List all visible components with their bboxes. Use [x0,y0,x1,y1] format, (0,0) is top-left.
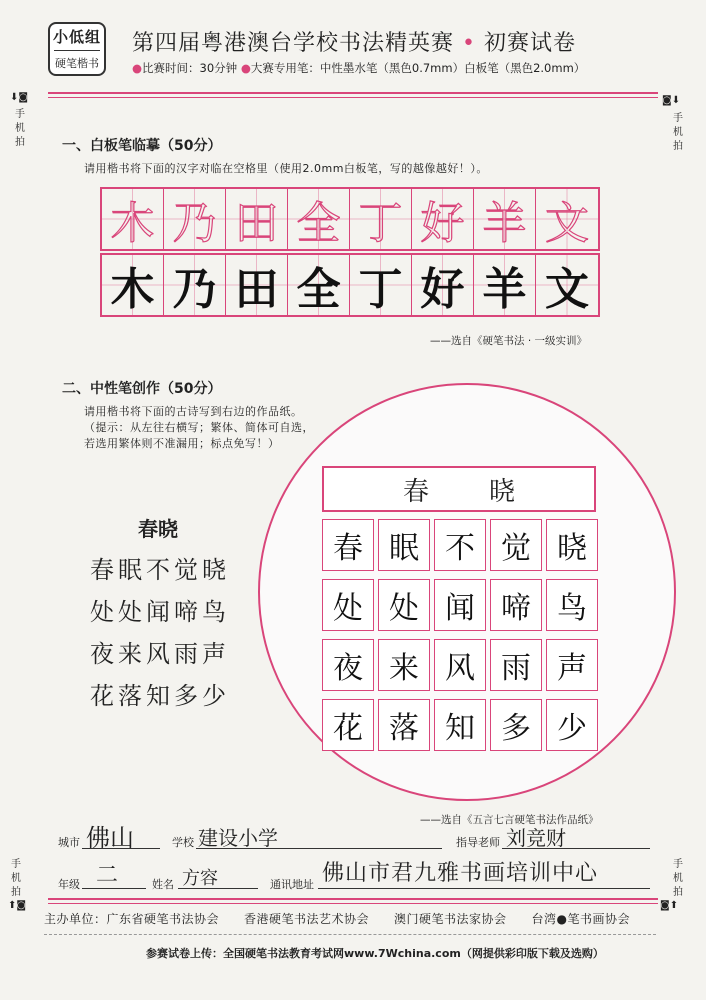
work-character-cell: 少 [546,699,598,751]
work-title-box: 春晓 [322,466,596,512]
group-badge-subtitle: 硬笔楷书 [54,50,100,71]
school-value: 建设小学 [198,826,278,850]
written-character: 好 [412,255,474,315]
grade-value: 二 [96,863,119,888]
name-label: 姓名 [152,878,174,891]
name-value: 方容 [182,868,218,889]
address-label: 通讯地址 [270,878,314,891]
model-character: 田 [226,189,288,249]
footer-divider [48,898,658,904]
work-character-cell: 知 [434,699,486,751]
work-character-cell: 风 [434,639,486,691]
phone-shoot-note-right: 手机拍 [673,113,683,152]
model-character: 羊 [474,189,536,249]
exam-pens: 大赛专用笔：中性墨水笔（黑色0.7mm）白板笔（黑色2.0mm） [250,61,586,75]
section2-source: ——选自《五言七言硬笔书法作品纸》 [420,814,599,826]
work-character-cell: 处 [378,579,430,631]
school-label: 学校 [172,836,194,849]
work-character-cell: 觉 [490,519,542,571]
work-character-cell: 不 [434,519,486,571]
exam-time: 比赛时间：30分钟 [142,61,238,75]
written-character-row [100,253,600,317]
city-label: 城市 [58,836,80,849]
model-character-row [100,187,600,251]
work-character-cell: 落 [378,699,430,751]
poem-line: 春眠不觉晓 [90,556,230,584]
section2-instruction-1: 请用楷书将下面的古诗写到右边的作品纸。 [84,405,303,418]
work-character-cell: 花 [322,699,374,751]
grade-label: 年级 [58,878,80,891]
work-character-cell: 鸟 [546,579,598,631]
phone-shoot-note-right-bottom: 手机拍 [673,859,683,898]
group-badge-title: 小低组 [52,28,101,46]
work-character-cell: 多 [490,699,542,751]
work-character-cell: 夜 [322,639,374,691]
work-character-grid [322,519,598,751]
work-character-cell: 声 [546,639,598,691]
title-separator: • [462,31,476,56]
work-character-cell: 春 [322,519,374,571]
section1-heading: 一、白板笔临摹（50分） [62,138,222,154]
section1-source: ——选自《硬笔书法 · 一级实训》 [430,335,588,347]
work-character-cell: 处 [322,579,374,631]
model-character: 好 [412,189,474,249]
poem-line: 夜来风雨声 [90,640,230,668]
footer-dashed-line [44,934,656,935]
group-badge [48,22,106,76]
poem-line: 花落知多少 [90,682,230,710]
organizers: 主办单位：广东省硬笔书法协会 香港硬笔书法艺术协会 澳门硬笔书法家协会 台湾●笔书画协会 [44,912,630,926]
name-line [178,888,258,889]
written-character: 全 [288,255,350,315]
section2-instruction-2: （提示：从左往右横写；繁体、简体可自选， [84,421,314,434]
city-value: 佛山 [86,824,134,852]
page-title [132,26,576,57]
teacher-label: 指导老师 [456,836,500,849]
model-character: 乃 [164,189,226,249]
city-line [82,848,160,849]
teacher-value: 刘竞财 [506,826,566,850]
camera-up-icon-right: ◙⬆ [660,900,679,911]
grade-line [82,888,146,889]
work-character-cell: 闻 [434,579,486,631]
exam-info: ●比赛时间：30分钟 ●大赛专用笔：中性墨水笔（黑色0.7mm）白板笔（黑色2.0mm） [132,61,586,75]
written-character: 丁 [350,255,412,315]
phone-shoot-note-left: 手机拍 [15,109,25,148]
work-character-cell: 来 [378,639,430,691]
upload-note: 参赛试卷上传：全国硬笔书法教育考试网www.7Wchina.com（网提供彩印版下载及选购） [146,947,604,960]
model-character: 文 [536,189,598,249]
title-tail: 初赛试卷 [484,31,577,56]
camera-up-icon-left: ⬆◙ [8,900,27,911]
section2-heading: 二、中性笔创作（50分） [62,381,222,397]
poem-title: 春晓 [138,517,178,541]
model-character: 木 [102,189,164,249]
work-character-cell: 啼 [490,579,542,631]
written-character: 田 [226,255,288,315]
work-character-cell: 晓 [546,519,598,571]
written-character: 羊 [474,255,536,315]
phone-shoot-note-left-bottom: 手机拍 [11,859,21,898]
section2-instruction-3: 若选用繁体则不准漏用；标点免写！） [84,437,280,450]
address-line [318,888,650,889]
address-value: 佛山市君九雅书画培训中心 [322,861,599,886]
written-character: 木 [102,255,164,315]
work-character-cell: 雨 [490,639,542,691]
camera-down-icon-left: ⬇◙ [10,92,29,103]
work-character-cell: 眠 [378,519,430,571]
teacher-line [502,848,650,849]
camera-down-icon-right: ◙⬇ [662,95,681,106]
model-character: 全 [288,189,350,249]
title-main: 第四届粤港澳台学校书法精英赛 [132,31,455,56]
section1-instruction: 请用楷书将下面的汉字对临在空格里（使用2.0mm白板笔，写的越像越好！）。 [84,162,488,175]
written-character: 乃 [164,255,226,315]
header-divider [48,92,658,98]
school-line [196,848,442,849]
written-character: 文 [536,255,598,315]
poem-line: 处处闻啼鸟 [90,598,230,626]
model-character: 丁 [350,189,412,249]
